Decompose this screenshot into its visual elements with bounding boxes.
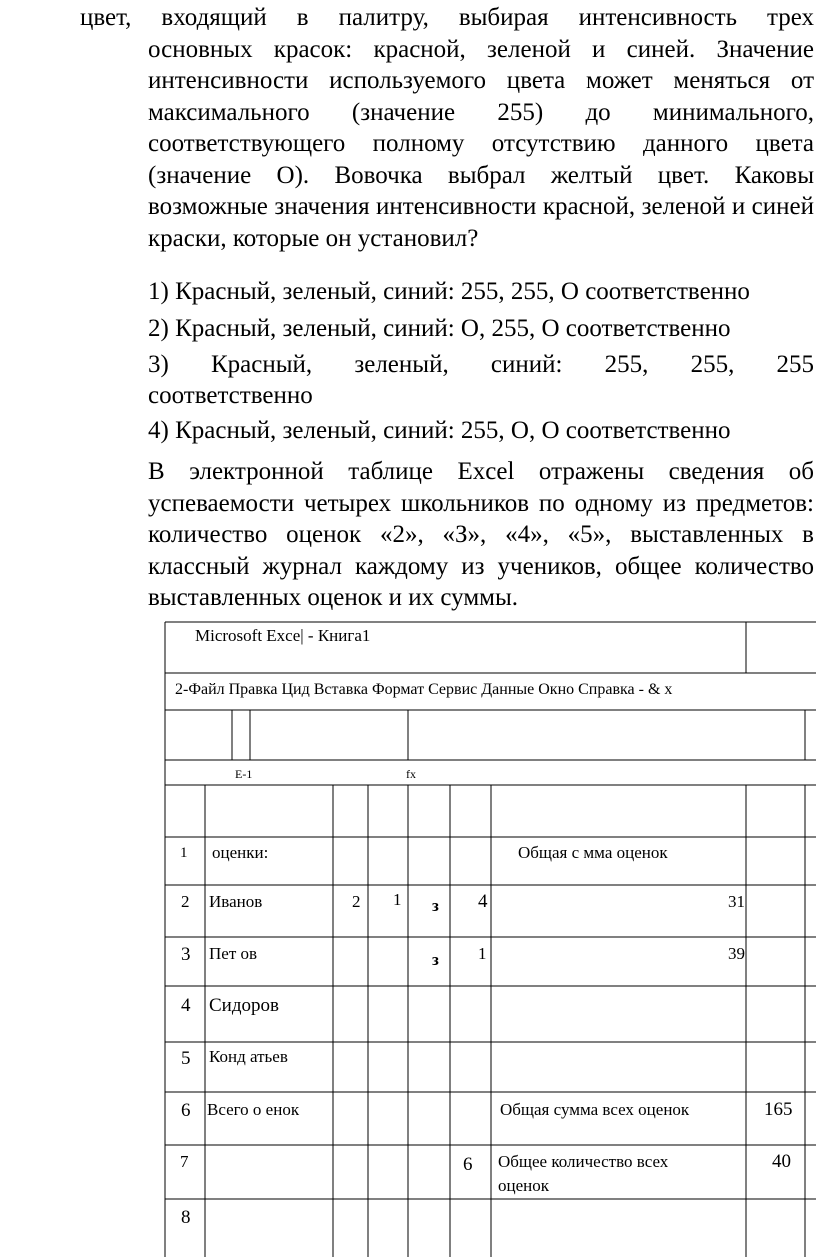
row-number: 2: [181, 892, 190, 911]
cell-sum: 39: [728, 944, 745, 963]
intro-rest: основных красок: красной, зеленой и синей. Значение интенсивности используемого цвета может меняться от максимального (значение 255) до минимального, соответствующего полному отсутствию данного цвета (значение О). Вовочка выбрал желтый цвет. Каковы возможные значения интенсивности красной, зеленой и синей краски, которые он установил?: [148, 35, 814, 252]
option-1: 1) Красный, зеленый, синий: 255, 255, О соответственно: [148, 278, 750, 305]
cell-name: Иванов: [209, 892, 263, 911]
cell-label: Общая сумма всех оценок: [500, 1100, 690, 1119]
option-2: 2) Красный, зеленый, синий: О, 255, О соответственно: [148, 315, 731, 342]
row-number: 8: [181, 1207, 191, 1228]
option-3: [148, 349, 814, 380]
cell-grade-5: 1: [478, 944, 487, 963]
cell-grade-4: з: [432, 896, 439, 915]
excel-title: Microsoft Exce| - Книга1: [195, 626, 371, 645]
option-3-line1: 3) Красный, зеленый, синий: 255, 255, 255: [148, 351, 814, 378]
intro-line1: цвет, входящий в палитру, выбирая интенсивность трех: [80, 4, 814, 31]
row-number: 7: [180, 1152, 189, 1171]
row-number: 1: [180, 845, 188, 861]
name-box[interactable]: Е-1: [235, 767, 253, 781]
row-number: 6: [181, 1100, 191, 1121]
cell-grade-3: 1: [393, 890, 402, 909]
cell-name: Конд атьев: [209, 1047, 288, 1066]
cell-label: Общая с мма оценок: [518, 843, 668, 862]
cell-label: Общее количество всех: [498, 1152, 669, 1171]
row-number: 3: [181, 944, 191, 965]
cell-grade-2: 2: [352, 892, 361, 911]
cell-grade-5: 6: [463, 1154, 473, 1175]
cell-label-line2: оценок: [498, 1176, 549, 1195]
cell-grade-5: 4: [478, 891, 488, 912]
option-3-tail: соответственно: [148, 382, 313, 409]
cell-name: оценки:: [212, 843, 269, 862]
cell-grade-4: з: [432, 950, 439, 969]
cell-name: Сидоров: [209, 995, 279, 1016]
cell-total-sum: 165: [764, 1099, 793, 1120]
fx-label: fx: [406, 767, 416, 781]
option-4: 4) Красный, зеленый, синий: 255, О, О соответственно: [148, 417, 731, 444]
question-2-paragraph: В электронной таблице Excel отражены сведения об успеваемости четырех школьников по одному из предметов: количество оценок «2», «З», «4», «5», выставленных в классный журнал каждому из учеников, общее количество выставленных оценок и их суммы.: [148, 458, 814, 611]
excel-menu-bar[interactable]: 2-Файл Правка Цид Вставка Формат Сервис Данные Окно Справка - & х: [175, 681, 673, 698]
intro-paragraph: [80, 2, 814, 254]
cell-total-count: 40: [772, 1151, 791, 1172]
row-number: 5: [181, 1048, 191, 1069]
cell-sum: 31: [728, 892, 745, 911]
cell-name: Пет ов: [209, 944, 258, 963]
row-number: 4: [181, 995, 191, 1016]
cell-name: Всего о енок: [207, 1100, 300, 1119]
